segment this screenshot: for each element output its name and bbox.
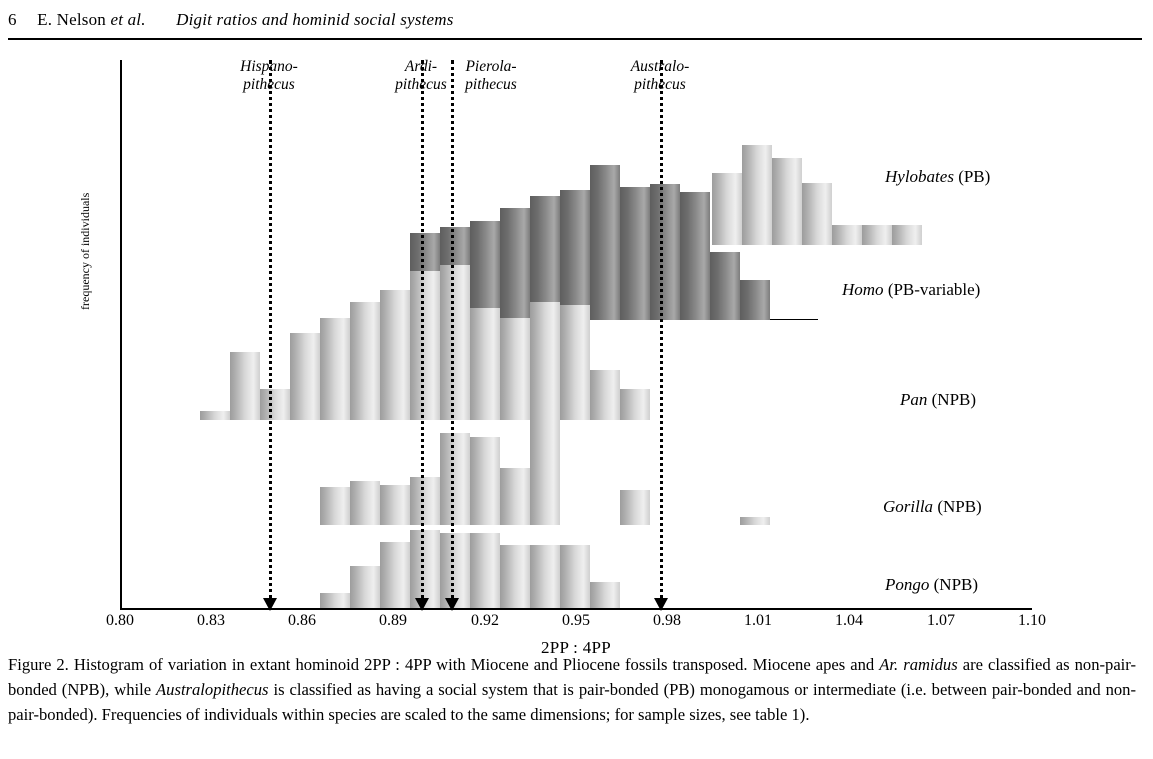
running-head-etal: et al. xyxy=(110,10,146,29)
bar xyxy=(350,566,380,608)
caption-text-2: are classified as non-pair-bonded (NPB), while xyxy=(8,655,1137,699)
bar xyxy=(290,333,320,420)
bar xyxy=(320,487,350,525)
x-tick: 1.01 xyxy=(744,612,772,629)
bar xyxy=(470,308,500,420)
series-label-pan xyxy=(900,390,976,410)
series-genus: Pongo xyxy=(885,575,930,594)
series-genus: Pan xyxy=(900,390,928,409)
x-tick: 0.80 xyxy=(106,612,134,629)
running-head-authors: E. Nelson et al. xyxy=(37,10,146,29)
series-social-system: (NPB) xyxy=(933,575,979,594)
x-axis-ticks xyxy=(106,612,1046,636)
bar xyxy=(620,490,650,525)
x-tick: 1.07 xyxy=(927,612,955,629)
bar xyxy=(440,265,470,420)
x-tick: 0.98 xyxy=(653,612,681,629)
fossil-label: Pierola- pithecus xyxy=(465,58,517,93)
bar xyxy=(380,290,410,420)
bar xyxy=(230,352,260,420)
series-label-pongo xyxy=(885,575,978,595)
bar xyxy=(500,468,530,525)
bar xyxy=(530,420,560,525)
series-social-system: (PB) xyxy=(958,167,991,186)
bar xyxy=(380,542,410,608)
series-genus: Homo xyxy=(842,280,884,299)
fossil-arrow-icon xyxy=(445,598,459,611)
plot-area xyxy=(78,58,1046,657)
bar xyxy=(470,437,500,525)
bar xyxy=(320,593,350,608)
bar xyxy=(500,545,530,608)
bar xyxy=(590,582,620,608)
series-row-pongo xyxy=(120,523,1032,608)
caption-italic-1: Ar. ramidus xyxy=(879,655,958,674)
bar xyxy=(320,318,350,420)
fossil-label: Ardi- pithecus xyxy=(395,58,447,93)
caption-text-1: Histogram of variation in extant hominoid 2PP : 4PP with Miocene and Pliocene fossils transposed. Miocene apes and xyxy=(68,655,880,674)
x-tick: 1.10 xyxy=(1018,612,1046,629)
x-tick: 0.92 xyxy=(471,612,499,629)
bar xyxy=(410,477,440,525)
caption-text-3: is classified as having a social system that is pair-bonded (PB) monogamous or intermediate (i.e. between pair-bonded and non-pair-bonded). Frequencies of individuals within species are scaled to the same dimensions; for sample sizes, see table 1). xyxy=(8,680,1136,724)
running-head-title: Digit ratios and hominid social systems xyxy=(176,10,454,29)
bar xyxy=(560,305,590,420)
bar xyxy=(500,318,530,420)
header-rule xyxy=(8,38,1142,40)
series-social-system: (PB-variable) xyxy=(887,280,981,299)
x-tick: 0.86 xyxy=(288,612,316,629)
bar xyxy=(530,302,560,420)
x-tick: 0.83 xyxy=(197,612,225,629)
bar xyxy=(590,370,620,420)
bar xyxy=(410,530,440,608)
fossil-arrow-icon xyxy=(263,598,277,611)
series-social-system: (NPB) xyxy=(931,390,977,409)
page-number: 6 xyxy=(8,10,17,29)
fossil-line xyxy=(269,60,272,606)
bar xyxy=(560,545,590,608)
fossil-arrow-icon xyxy=(654,598,668,611)
fossil-line xyxy=(660,60,663,606)
bar xyxy=(350,302,380,420)
fossil-label: Hispano- pithecus xyxy=(240,58,298,93)
fossil-line xyxy=(451,60,454,606)
series-genus: Hylobates xyxy=(885,167,954,186)
x-tick: 0.95 xyxy=(562,612,590,629)
bar xyxy=(440,533,470,608)
series-row-gorilla xyxy=(120,415,1032,525)
running-head xyxy=(8,10,454,30)
caption-italic-2: Australopithecus xyxy=(156,680,269,699)
y-axis-label: frequency of individuals xyxy=(78,192,92,310)
series-row-pan xyxy=(120,265,1032,420)
bar xyxy=(380,485,410,525)
bar xyxy=(350,481,380,525)
x-tick: 1.04 xyxy=(835,612,863,629)
x-axis xyxy=(120,608,1032,610)
x-tick: 0.89 xyxy=(379,612,407,629)
bar xyxy=(470,533,500,608)
fossil-arrow-icon xyxy=(415,598,429,611)
fossil-label: Australo- pithecus xyxy=(630,58,690,93)
bar xyxy=(410,271,440,420)
x-axis-label: 2PP : 4PP xyxy=(540,638,612,657)
figure-2 xyxy=(0,46,1153,657)
series-genus: Gorilla xyxy=(883,497,934,516)
fossil-line xyxy=(421,60,424,606)
figure-caption xyxy=(8,652,1136,727)
bar xyxy=(530,545,560,608)
caption-label: Figure 2. xyxy=(8,655,69,674)
series-label-gorilla xyxy=(883,497,982,517)
series-social-system: (NPB) xyxy=(937,497,982,516)
bar xyxy=(440,433,470,525)
